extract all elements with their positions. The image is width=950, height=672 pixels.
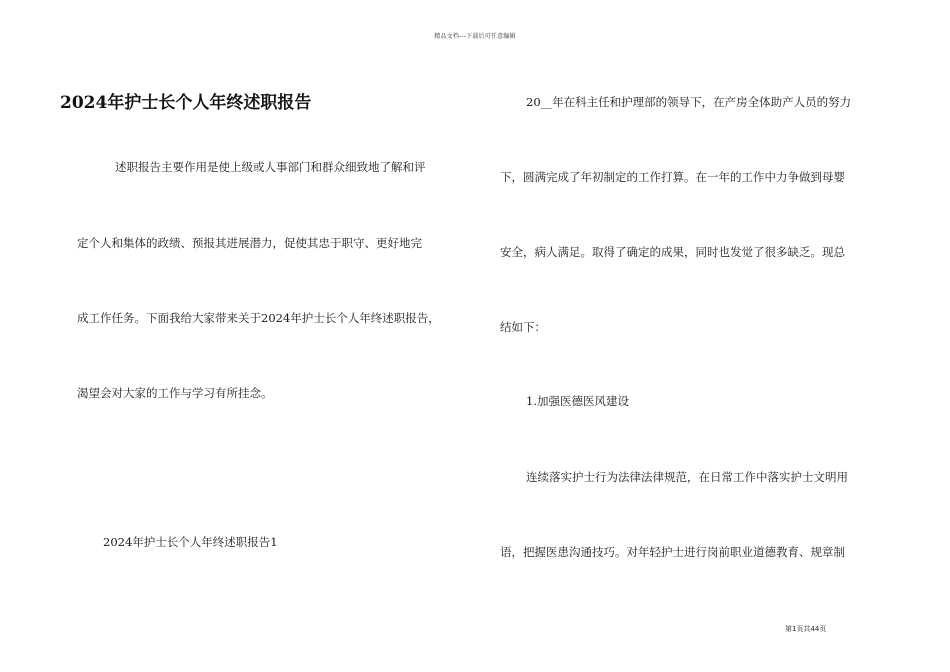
left-paragraph-line: 渴望会对大家的工作与学习有所挂念。 [77, 386, 273, 400]
left-paragraph-line: 成工作任务。下面我给大家带来关于2024年护士长个人年终述职报告， [77, 311, 440, 325]
section-heading: 2024年护士长个人年终述职报告1 [103, 535, 278, 549]
right-paragraph-line: 结如下： [500, 320, 546, 334]
document-title: 2024年护士长个人年终述职报告 [60, 93, 312, 113]
left-paragraph-line: 定个人和集体的政绩、预报其进展潜力，促使其忠于职守、更好地完 [77, 236, 422, 250]
right-paragraph-line: 下，圆满完成了年初制定的工作打算。在一年的工作中力争做到母婴 [500, 170, 845, 184]
header-note: 精品文档---下载后可任意编辑 [434, 33, 516, 40]
right-paragraph-line: 20__年在科主任和护理部的领导下，在产房全体助产人员的努力 [526, 95, 852, 109]
left-paragraph-line: 述职报告主要作用是使上级或人事部门和群众细致地了解和评 [115, 160, 426, 174]
section-subheading: 1.加强医德医风建设 [526, 394, 629, 408]
right-paragraph-line: 安全，病人满足。取得了确定的成果，同时也发觉了很多缺乏。现总 [500, 245, 845, 259]
right-paragraph-line: 语，把握医患沟通技巧。对年轻护士进行岗前职业道德教育、规章制 [500, 545, 845, 559]
right-paragraph-line: 连续落实护士行为法律法律规范，在日常工作中落实护士文明用 [526, 470, 848, 484]
page-number: 第1页共44页 [785, 625, 827, 633]
